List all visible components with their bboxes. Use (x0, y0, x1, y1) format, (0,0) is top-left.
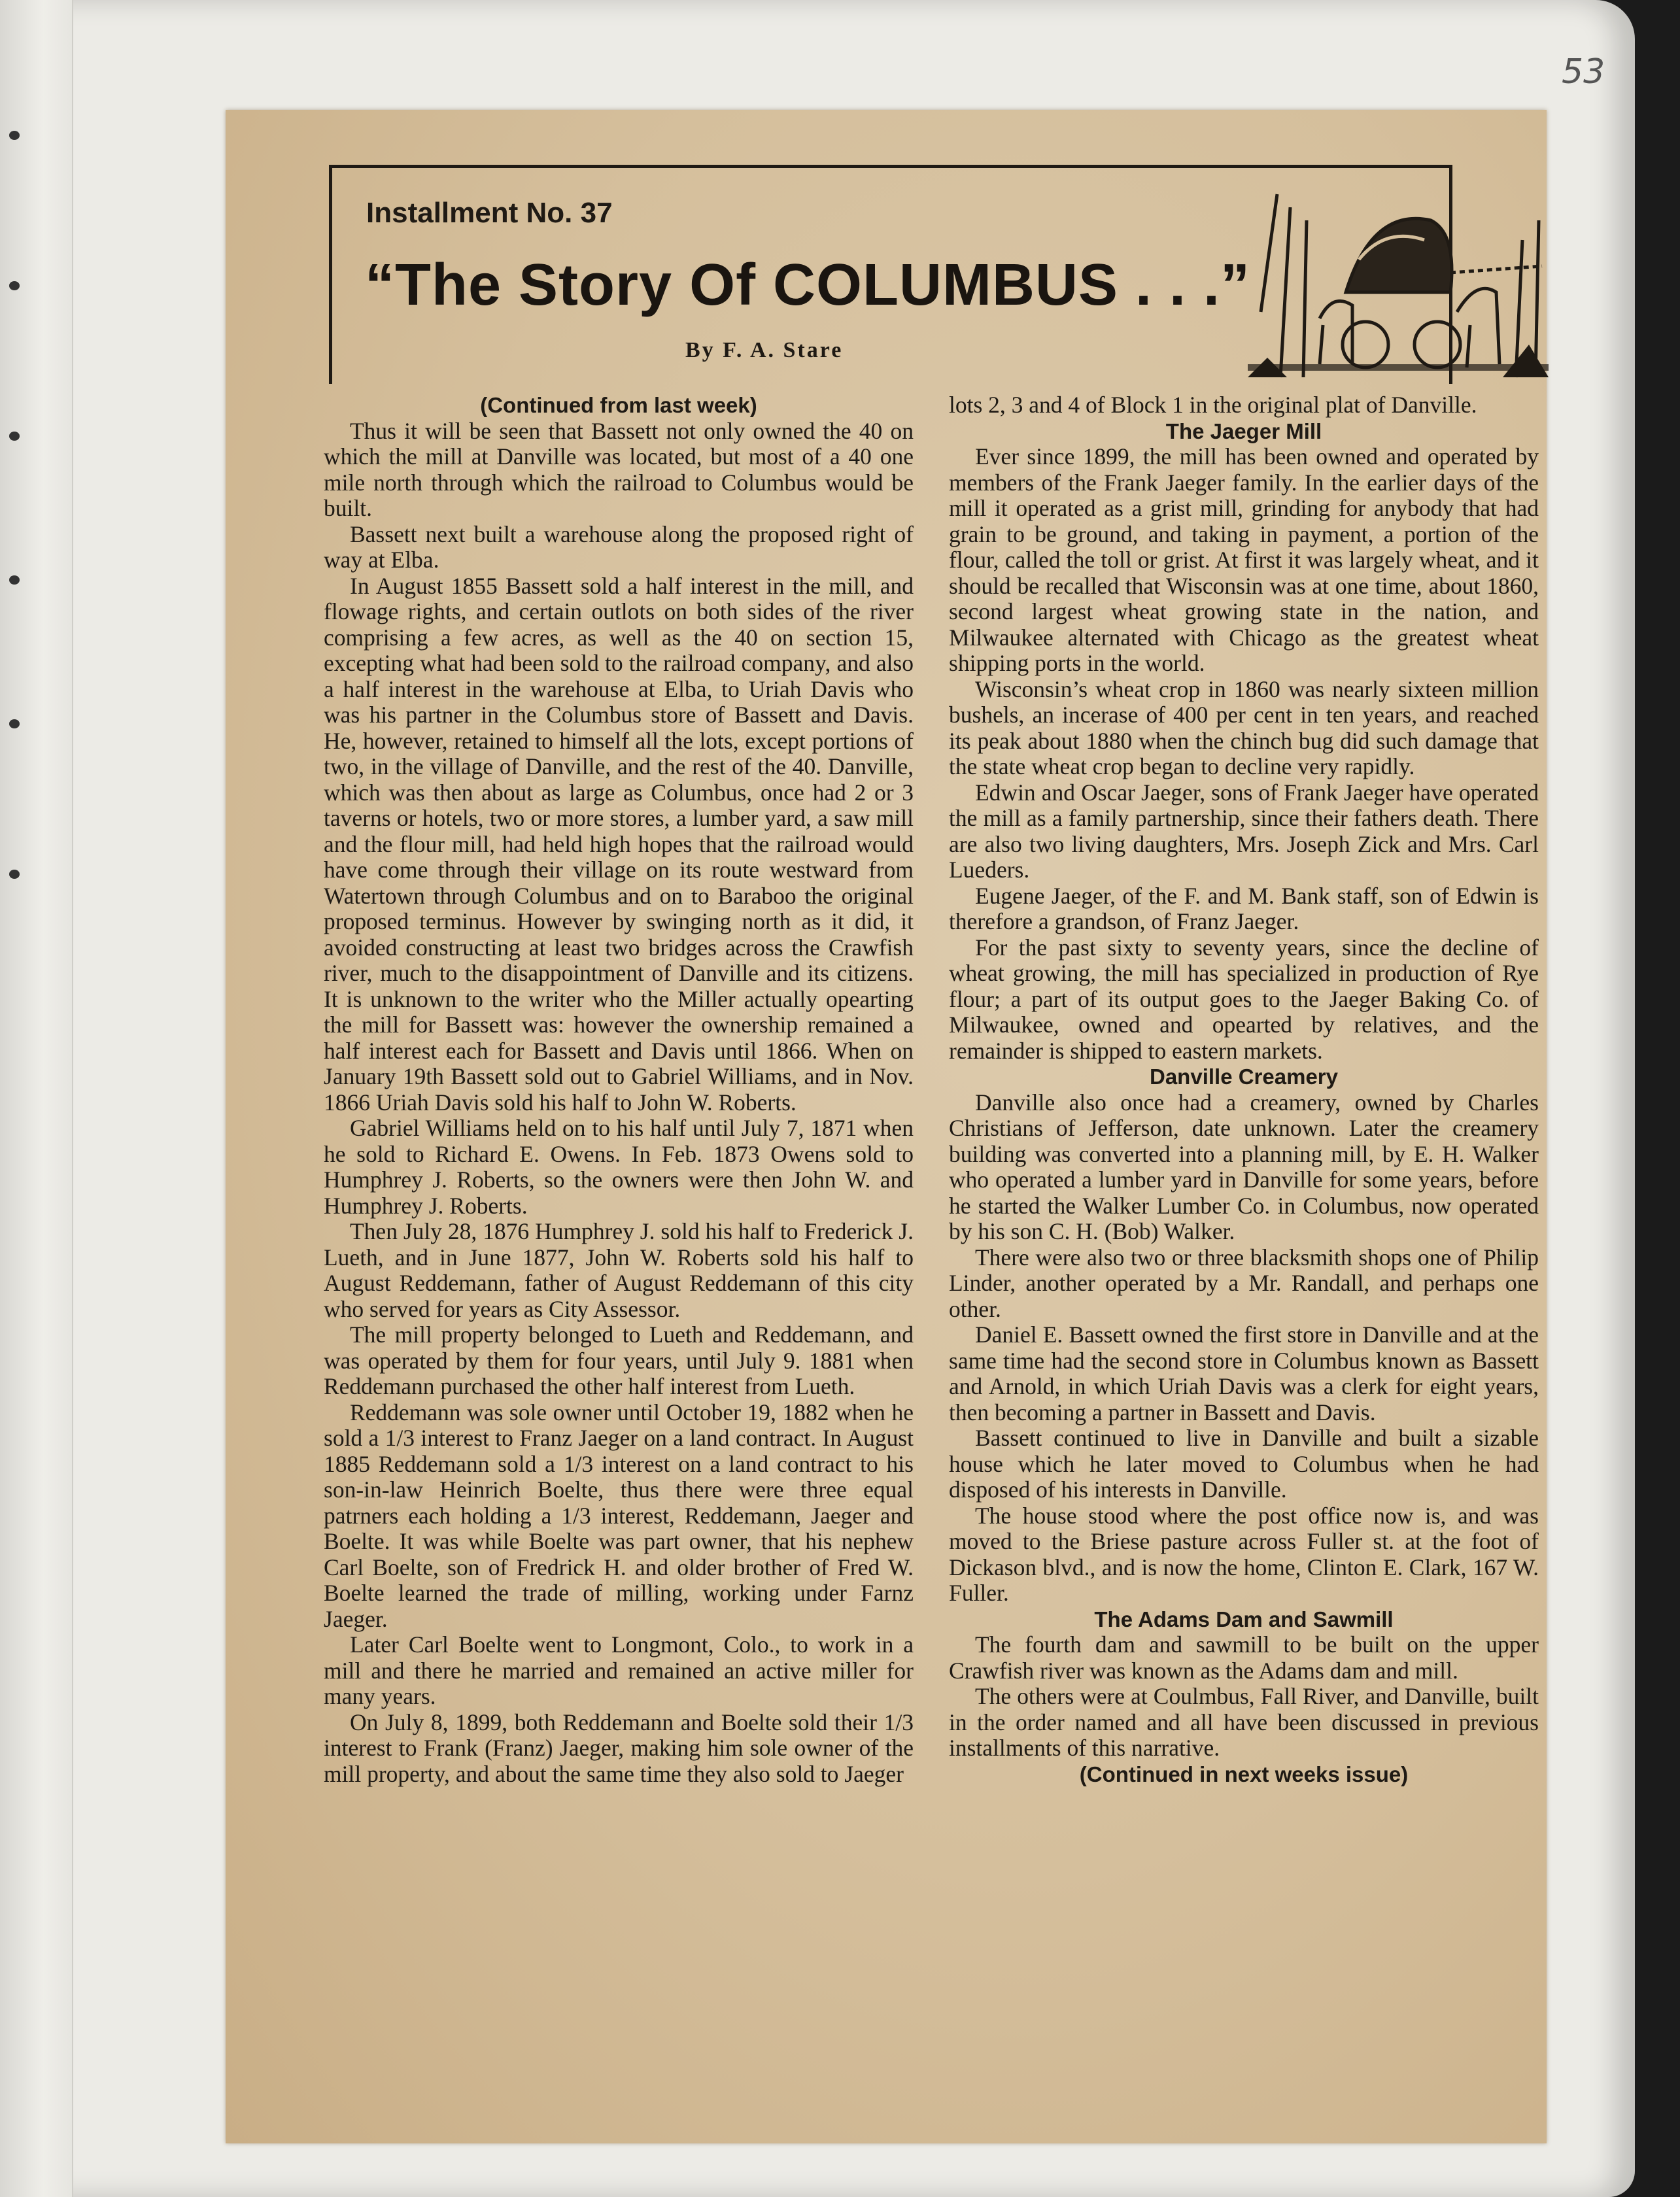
paragraph: Danville also once had a creamery, owned by Charles Christians of Jefferson, date unknown. Later the creamery building was converted into a planning mill, by E. H. Walker who operated a lumber yard in Danville for some years, before he started the Walker Lumber Co. in Columbus, now operated by his son C. H. (Bob) Walker. (949, 1089, 1539, 1244)
paragraph: On July 8, 1899, both Reddemann and Boelte sold their 1/3 interest to Frank (Franz) Jaeger, making him sole owner of the mill property, and about the same time they also sold to Jaeger (324, 1709, 914, 1787)
paragraph: Reddemann was sole owner until October 19, 1882 when he sold a 1/3 interest to Franz Jaeger on a land contract. In August 1885 Reddemann sold a 1/3 interest on a land contract to his son-in-law Heinrich Boelte, thus there were three equal patrners each holding a 1/3 interest, Reddemann, Jaeger and Boelte. It was while Boelte was part owner, that his nephew Carl Boelte, son of Fredrick H. and older brother of Fred W. Boelte learned the trade of milling, working under Farnz Jaeger. (324, 1399, 914, 1632)
paragraph: The house stood where the post office now is, and was moved to the Briese pasture across Fuller st. at the foot of Dickason blvd., and is now the home, Clinton E. Clark, 167 W. Fuller. (949, 1502, 1539, 1606)
paragraph: There were also two or three blacksmith shops one of Philip Linder, another operated by a Mr. Randall, and perhaps one other. (949, 1244, 1539, 1322)
binding-hole (9, 131, 20, 140)
continued-next-note: (Continued in next weeks issue) (1079, 1762, 1409, 1786)
article-column-right (949, 392, 1539, 1787)
binding-hole (9, 870, 20, 879)
continued-from-note: (Continued from last week) (480, 393, 757, 417)
paragraph: Daniel E. Bassett owned the first store in Danville and at the same time had the second store in Columbus known as Bassett and Arnold, in which Uriah Davis was a clerk for eight years, then becoming a partner in Bassett and Davis. (949, 1321, 1539, 1425)
page-number: 53 (1562, 52, 1605, 92)
paragraph: Eugene Jaeger, of the F. and M. Bank staff, son of Edwin is therefore a grandson, of Franz Jaeger. (949, 882, 1539, 934)
album-binding (0, 0, 73, 2197)
paragraph: Bassett continued to live in Danville and built a sizable house which he later moved to Columbus when he had disposed of his interests in Danville. (949, 1425, 1539, 1503)
binding-hole (9, 281, 20, 290)
paragraph: The fourth dam and sawmill to be built on the upper Crawfish river was known as the Adams dam and mill. (949, 1631, 1539, 1684)
oxcart-woodcut-illustration (1241, 181, 1555, 384)
paragraph: Wisconsin’s wheat crop in 1860 was nearly sixteen million bushels, an incerase of 400 per cent in ten years, and reached its peak about 1880 when the chinch bug did such damage that the state wheat crop began to decline very rapidly. (949, 675, 1539, 779)
article-header (329, 165, 1452, 384)
paragraph: lots 2, 3 and 4 of Block 1 in the original plat of Danville. (949, 392, 1477, 418)
newspaper-clipping (226, 110, 1547, 2143)
paragraph: The others were at Coulmbus, Fall River, and Danville, built in the order named and all have been discussed in previous installments of this narrative. (949, 1683, 1539, 1761)
paragraph: Then July 28, 1876 Humphrey J. sold his half to Frederick J. Lueth, and in June 1877, John W. Roberts sold his half to August Reddemann, father of August Reddemann of this city who served for years as City Assessor. (324, 1218, 914, 1322)
paragraph: Gabriel Williams held on to his half until July 7, 1871 when he sold to Richard E. Owens. In Feb. 1873 Owens sold to Humphrey J. Roberts, so the owners were then John W. and Humphrey J. Roberts. (324, 1115, 914, 1219)
paragraph: Ever since 1899, the mill has been owned and operated by members of the Frank Jaeger family. In the earlier days of the mill it operated as a grist mill, grinding for anybody that had grain to be ground, and taking in payment, a portion of the flour, called the toll or grist. At first it was largely wheat, and it should be recalled that Wisconsin was at one time, about 1860, second largest wheat growing state in the nation, and Milwaukee alternated with Chicago as the greatest wheat shipping ports in the world. (949, 443, 1539, 676)
binding-hole (9, 719, 20, 728)
paragraph: Edwin and Oscar Jaeger, sons of Frank Jaeger have operated the mill as a family partnership, since their fathers death. There are also two living daughters, Mrs. Joseph Zick and Mrs. Carl Lueders. (949, 779, 1539, 883)
installment-label: Installment No. 37 (366, 197, 613, 229)
paragraph: The mill property belonged to Lueth and Reddemann, and was operated by them for four years, until July 9. 1881 when Reddemann purchased the other half interest from Lueth. (324, 1321, 914, 1399)
paragraph: In August 1855 Bassett sold a half interest in the mill, and flowage rights, and certain outlots on both sides of the river comprising a few acres, as well as the 40 on section 15, excepting what had been sold to the railroad company, and also a half interest in the warehouse at Elba, to Uriah Davis who was his partner in the Columbus store of Bassett and Davis. He, however, retained to himself all the lots, except portions of two, in the village of Danville, and the rest of the 40. Danville, which was then about as large as Columbus, once had 2 or 3 taverns or hotels, two or more stores, a lumber yard, a saw mill and the flour mill, had held high hopes that the railroad would have come through their village on its route westward from Watertown through Columbus and on to Baraboo the original proposed terminus. However by swinging north as it did, it avoided constructing at least two bridges across the Crawfish river, much to the disappointment of Danville and its citizens. It is unknown to the writer who the Miller actually opearting the mill for Bassett was: however the ownership remained a half interest each for Bassett and Davis until 1866. When on January 19th Bassett sold out to Gabriel Williams, and in Nov. 1866 Uriah Davis sold his half to John W. Roberts. (324, 572, 914, 1116)
article-title: “The Story Of COLUMBUS . . .” (365, 252, 1251, 318)
paragraph: For the past sixty to seventy years, since the decline of wheat growing, the mill has specialized in production of Rye flour; a part of its output goes to the Jaeger Baking Co. of Milwaukee, owned and opearted by relatives, and the remainder is shipped to eastern markets. (949, 934, 1539, 1064)
paragraph: Thus it will be seen that Bassett not only owned the 40 on which the mill at Danville was located, but most of a 40 one mile north through which the railroad to Columbus would be built. (324, 417, 914, 521)
binding-hole (9, 432, 20, 441)
byline: By F. A. Stare (685, 338, 844, 362)
section-heading: The Adams Dam and Sawmill (1094, 1607, 1394, 1631)
article-column-left (324, 392, 914, 1787)
paragraph: Bassett next built a warehouse along the proposed right of way at Elba. (324, 520, 914, 573)
section-heading: The Jaeger Mill (1165, 418, 1322, 443)
section-heading: Danville Creamery (1150, 1064, 1338, 1089)
paragraph: Later Carl Boelte went to Longmont, Colo., to work in a mill and there he married and remained an active miller for many years. (324, 1631, 914, 1709)
binding-hole (9, 575, 20, 585)
